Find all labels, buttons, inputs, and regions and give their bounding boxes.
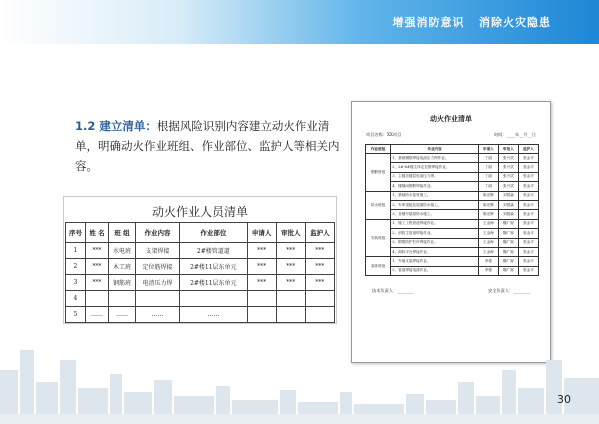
person-cell: 陈光辉 — [478, 200, 498, 209]
personnel-cell: *** — [276, 243, 305, 259]
hot-work-table-header — [366, 145, 539, 154]
hot-work-row — [366, 210, 539, 219]
task-cell: 1、基础钢筋焊接电渣压力焊作业。 — [391, 154, 479, 163]
hot-work-row — [366, 154, 539, 163]
person-cell: 张金平 — [518, 172, 538, 181]
person-cell: 王金海 — [478, 219, 498, 228]
personnel-list-title: 动火作业人员清单 — [151, 205, 248, 219]
personnel-cell: *** — [247, 275, 276, 291]
task-cell: 1、外墙支架焊接作业。 — [391, 257, 479, 266]
time-field — [494, 132, 536, 138]
header-slogan: 增强消防意识 消除火灾隐患 — [392, 16, 551, 29]
person-cell: 刘国森 — [498, 210, 518, 219]
person-cell: 张金平 — [518, 163, 538, 172]
personnel-cell: *** — [305, 243, 334, 259]
hot-work-row — [366, 257, 539, 266]
personnel-cell — [109, 291, 136, 307]
task-cell: 1、基础防水卷材施工。 — [391, 191, 479, 200]
person-cell: 魏广财 — [498, 229, 518, 238]
personnel-cell: …… — [85, 307, 108, 323]
task-cell: 4、卸料平台焊接作业。 — [391, 247, 479, 256]
personnel-cell: *** — [276, 259, 305, 275]
hot-work-row — [366, 266, 539, 275]
person-cell: 李强 — [478, 257, 498, 266]
person-cell: 张金平 — [518, 229, 538, 238]
personnel-cell — [180, 291, 247, 307]
person-cell: 张金平 — [518, 210, 538, 219]
team-cell: 防水班组 — [366, 191, 391, 219]
personnel-col-header: 姓 名 — [85, 223, 108, 243]
section-heading: 1.2 建立清单： — [75, 119, 157, 133]
hot-work-row — [366, 172, 539, 181]
personnel-cell — [276, 291, 305, 307]
person-cell: 张兴武 — [498, 154, 518, 163]
hot-work-row — [366, 238, 539, 247]
personnel-col-header: 作业内容 — [136, 223, 180, 243]
document-meta — [352, 132, 550, 138]
personnel-cell: 电渣压力焊 — [136, 275, 180, 291]
personnel-cell: 2#楼管道道 — [180, 243, 247, 259]
personnel-cell: 5 — [66, 307, 86, 323]
hot-work-col-header: 审批人 — [498, 145, 518, 154]
person-cell: 张兴武 — [498, 182, 518, 191]
hot-work-row — [366, 191, 539, 200]
personnel-row — [66, 307, 335, 323]
hot-work-row — [366, 247, 539, 256]
person-cell: 丁丽 — [478, 182, 498, 191]
personnel-col-header: 监护人 — [305, 223, 334, 243]
personnel-row — [66, 243, 335, 259]
person-cell: 丁丽 — [478, 172, 498, 181]
team-cell: 安装班组 — [366, 219, 391, 257]
personnel-cell: *** — [305, 259, 334, 275]
team-cell: 架体班组 — [366, 257, 391, 276]
person-cell: 魏广财 — [498, 266, 518, 275]
project-value: XX项目 — [386, 132, 402, 137]
personnel-cell: 1 — [66, 243, 86, 259]
person-cell: 张兴武 — [498, 163, 518, 172]
person-cell: 张兴武 — [498, 172, 518, 181]
person-cell: 李强 — [478, 266, 498, 275]
team-cell: 钢筋班组 — [366, 154, 391, 192]
personnel-cell: …… — [109, 307, 136, 323]
person-cell: 张金平 — [518, 154, 538, 163]
tech-signature-label: 技术负责人： — [372, 288, 398, 294]
personnel-cell: 2#楼11层东单元 — [180, 259, 247, 275]
project-label: 项目名称： — [366, 132, 387, 137]
personnel-col-header: 申请人 — [247, 223, 276, 243]
person-cell: 陈光辉 — [478, 210, 498, 219]
personnel-cell — [136, 291, 180, 307]
hot-work-row — [366, 219, 539, 228]
person-cell: 王金海 — [478, 238, 498, 247]
person-cell: 魏广财 — [498, 247, 518, 256]
page-number: 30 — [557, 393, 571, 406]
personnel-cell: 4 — [66, 291, 86, 307]
person-cell: 陈光辉 — [478, 191, 498, 200]
personnel-cell: *** — [85, 259, 108, 275]
person-cell: 丁丽 — [478, 154, 498, 163]
city-skyline-decoration — [0, 330, 599, 424]
personnel-cell — [247, 291, 276, 307]
personnel-col-header: 序号 — [66, 223, 86, 243]
personnel-cell: 木工班 — [109, 259, 136, 275]
hot-work-table — [365, 144, 539, 276]
task-cell: 4、楼梯间钢筋焊接作业。 — [391, 182, 479, 191]
header-band — [0, 0, 599, 44]
personnel-col-header: 审批人 — [276, 223, 305, 243]
task-cell: 3、主楼各楼层电渣压力焊。 — [391, 172, 479, 181]
hot-work-col-header: 作业班组 — [366, 145, 391, 154]
task-cell: 2、车库顶板及屋面防水施工。 — [391, 200, 479, 209]
personnel-cell — [276, 307, 305, 323]
personnel-cell: *** — [247, 259, 276, 275]
personnel-cell: 2 — [66, 259, 86, 275]
document-title: 动火作业清单 — [430, 114, 472, 123]
personnel-row — [66, 291, 335, 307]
tech-signature: 技术负责人：________ — [372, 288, 414, 294]
person-cell: 王金海 — [478, 229, 498, 238]
person-cell: 王金海 — [478, 247, 498, 256]
hot-work-row — [366, 200, 539, 209]
person-cell: 张金平 — [518, 247, 538, 256]
lead-paragraph — [75, 116, 343, 176]
signature-line — [352, 288, 550, 294]
project-field — [366, 132, 401, 138]
person-cell: 张金平 — [518, 219, 538, 228]
person-cell: 刘国森 — [498, 200, 518, 209]
personnel-row — [66, 259, 335, 275]
person-cell: 张金平 — [518, 200, 538, 209]
task-cell: 2、2#-6#楼主体定位筋焊接作业。 — [391, 163, 479, 172]
person-cell: 魏广财 — [498, 238, 518, 247]
task-cell: 1、施工工程管道焊接作业。 — [391, 219, 479, 228]
person-cell: 刘国森 — [498, 191, 518, 200]
hot-work-col-header: 监护人 — [518, 145, 538, 154]
person-cell: 张金平 — [518, 238, 538, 247]
task-cell: 2、消防主管道焊接作业。 — [391, 229, 479, 238]
person-cell: 丁丽 — [478, 163, 498, 172]
personnel-cell: *** — [85, 275, 108, 291]
personnel-cell: …… — [136, 307, 180, 323]
personnel-cell: 支架焊接 — [136, 243, 180, 259]
time-label: 时间： — [494, 132, 507, 137]
section-body: 根据风险识别内容建立动火作业清单，明确动火作业班组、作业部位、监护人等相关内容。 — [75, 119, 340, 173]
hot-work-row — [366, 182, 539, 191]
personnel-list-panel — [63, 196, 337, 324]
task-cell: 3、各楼号屋面防水施工。 — [391, 210, 479, 219]
hot-work-col-header: 作业内容 — [391, 145, 479, 154]
person-cell: 张金平 — [518, 182, 538, 191]
hot-work-row — [366, 163, 539, 172]
person-cell: 魏广财 — [498, 219, 518, 228]
personnel-cell: 定位筋焊接 — [136, 259, 180, 275]
personnel-col-header: 班 组 — [109, 223, 136, 243]
hot-work-col-header: 申请人 — [478, 145, 498, 154]
safety-signature: 安全负责人：________ — [488, 288, 530, 294]
personnel-cell: *** — [276, 275, 305, 291]
safety-signature-label: 安全负责人： — [488, 288, 514, 294]
person-cell: 魏广财 — [498, 257, 518, 266]
personnel-cell: 2#楼11层东单元 — [180, 275, 247, 291]
task-cell: 3、钢筋防护栏杆焊接作业。 — [391, 238, 479, 247]
personnel-cell: 3 — [66, 275, 86, 291]
person-cell: 张金平 — [518, 266, 538, 275]
personnel-cell — [305, 291, 334, 307]
time-value: ____年__月__日 — [506, 132, 536, 137]
personnel-table-header — [66, 223, 335, 243]
personnel-cell: *** — [247, 243, 276, 259]
personnel-cell: *** — [305, 275, 334, 291]
personnel-cell: 水电班 — [109, 243, 136, 259]
task-cell: 2、管道焊接电渣作业。 — [391, 266, 479, 275]
document-scan — [351, 101, 551, 363]
personnel-row — [66, 275, 335, 291]
personnel-cell — [247, 307, 276, 323]
hot-work-row — [366, 229, 539, 238]
personnel-cell — [305, 307, 334, 323]
personnel-table — [65, 222, 335, 323]
person-cell: 张金平 — [518, 257, 538, 266]
person-cell: 张金平 — [518, 191, 538, 200]
personnel-col-header: 作业部位 — [180, 223, 247, 243]
personnel-cell: *** — [85, 243, 108, 259]
personnel-cell: …… — [180, 307, 247, 323]
personnel-cell — [85, 291, 108, 307]
personnel-cell: 钢筋班 — [109, 275, 136, 291]
